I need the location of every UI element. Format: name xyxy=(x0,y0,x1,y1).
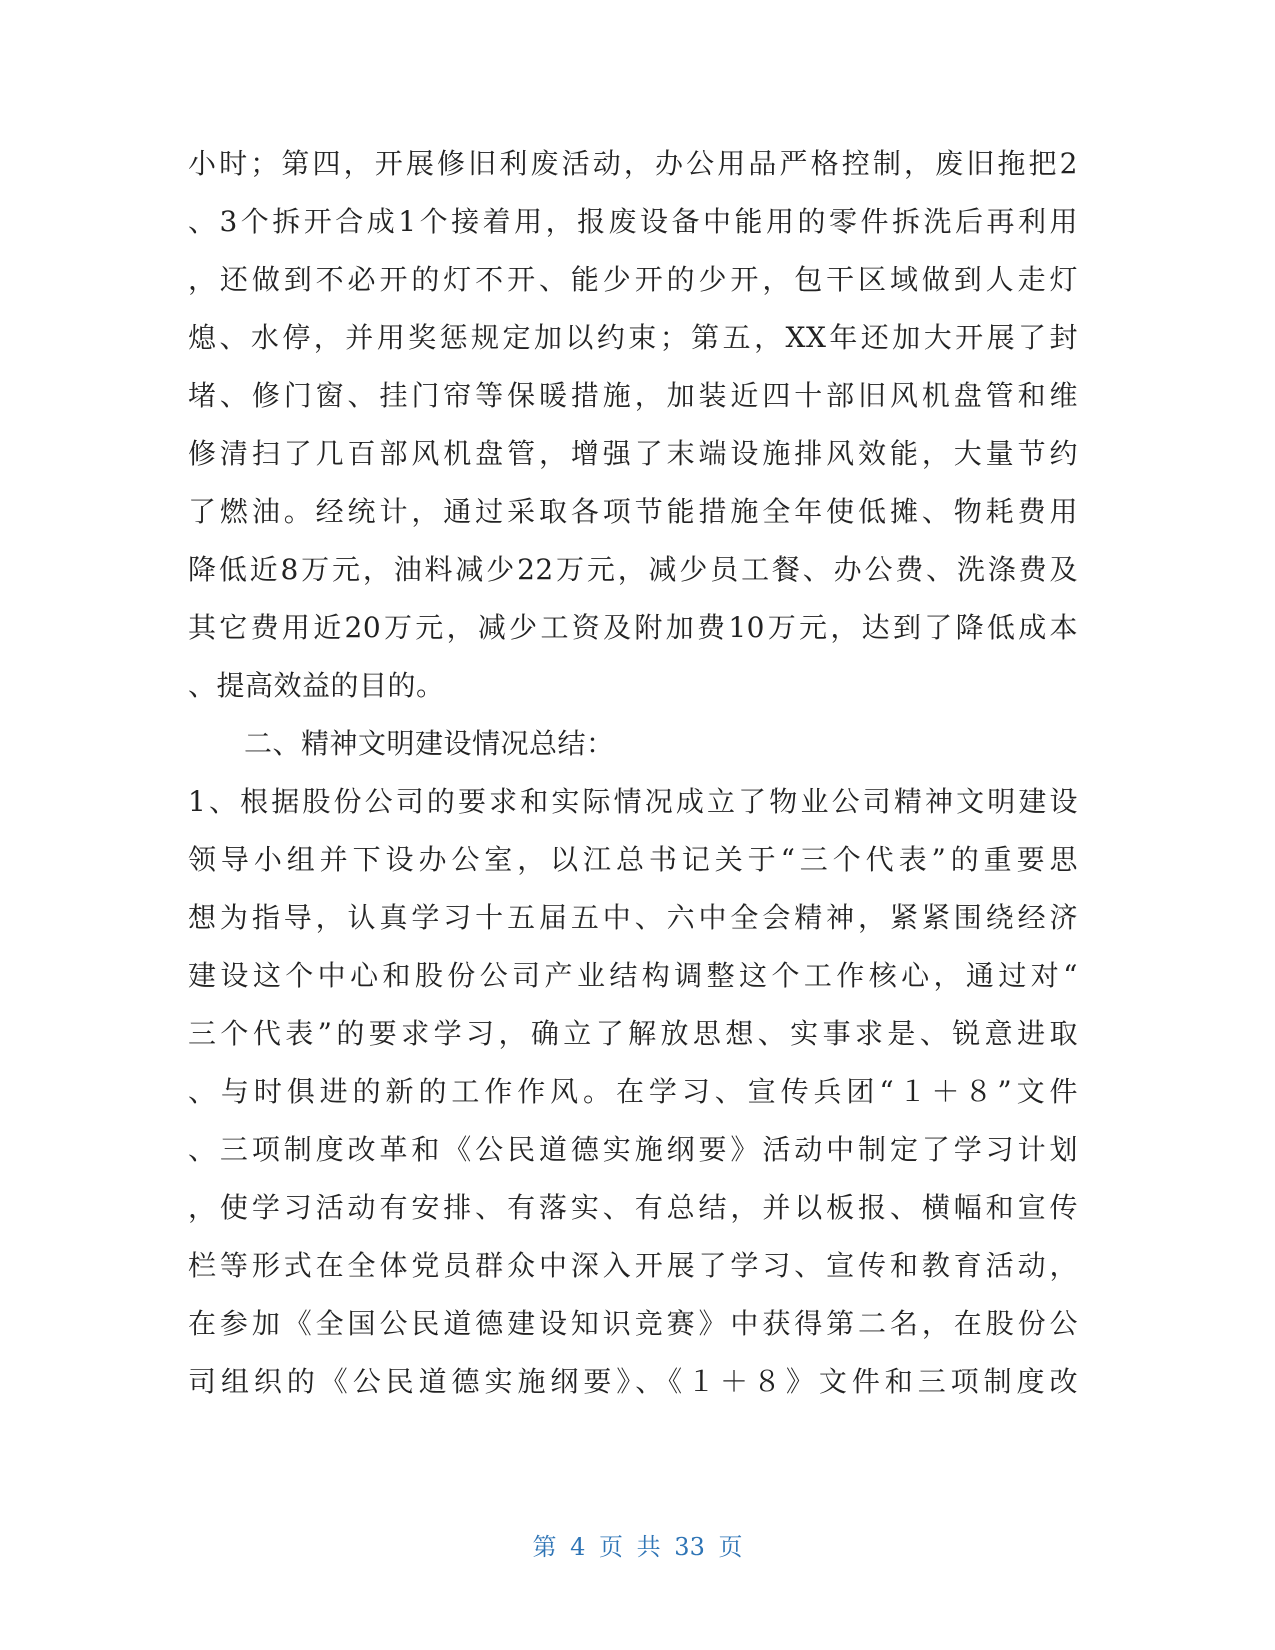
page-number-footer: 第 4 页 共 33 页 xyxy=(532,1533,743,1561)
paragraph2-line-3: 想为指导，认真学习十五届五中、六中全会精神，紧紧围绕经济 xyxy=(188,901,1078,934)
paragraph1-line-9: 其它费用近20万元，减少工资及附加费10万元，达到了降低成本 xyxy=(188,611,1078,644)
paragraph1-line-6: 修清扫了几百部风机盘管，增强了末端设施排风效能，大量节约 xyxy=(188,437,1078,470)
paragraph2-line-9: 栏等形式在全体党员群众中深入开展了学习、宣传和教育活动， xyxy=(188,1249,1078,1282)
paragraph1-line-10: 、提高效益的目的。 xyxy=(188,669,445,702)
paragraph1-line-3: ，还做到不必开的灯不开、能少开的少开，包干区域做到人走灯 xyxy=(188,263,1078,296)
paragraph2-line-1: 1、根据股份公司的要求和实际情况成立了物业公司精神文明建设 xyxy=(188,785,1078,818)
paragraph2-line-4: 建设这个中心和股份公司产业结构调整这个工作核心，通过对“ xyxy=(188,959,1078,992)
paragraph2-line-7: 、三项制度改革和《公民道德实施纲要》活动中制定了学习计划 xyxy=(188,1133,1078,1166)
section-heading: 二、精神文明建设情况总结： xyxy=(244,727,615,760)
paragraph2-line-10: 在参加《全国公民道德建设知识竞赛》中获得第二名，在股份公 xyxy=(188,1307,1078,1340)
paragraph2-line-8: ，使学习活动有安排、有落实、有总结，并以板报、横幅和宣传 xyxy=(188,1191,1078,1224)
paragraph1-line-1: 小时；第四，开展修旧利废活动，办公用品严格控制，废旧拖把2 xyxy=(188,147,1078,180)
paragraph1-line-2: 、3个拆开合成1个接着用，报废设备中能用的零件拆洗后再利用 xyxy=(188,205,1078,238)
paragraph2-line-5: 三个代表”的要求学习，确立了解放思想、实事求是、锐意进取 xyxy=(188,1017,1078,1050)
paragraph2-line-2: 领导小组并下设办公室，以江总书记关于“三个代表”的重要思 xyxy=(188,843,1078,876)
paragraph1-line-4: 熄、水停，并用奖惩规定加以约束；第五，XX年还加大开展了封 xyxy=(188,321,1078,354)
paragraph1-line-8: 降低近8万元，油料减少22万元，减少员工餐、办公费、洗涤费及 xyxy=(188,553,1078,586)
paragraph2-line-11: 司组织的《公民道德实施纲要》、《１＋８》文件和三项制度改 xyxy=(188,1365,1078,1398)
paragraph1-line-7: 了燃油。经统计，通过采取各项节能措施全年使低摊、物耗费用 xyxy=(188,495,1078,528)
paragraph2-line-6: 、与时俱进的新的工作作风。在学习、宣传兵团“１＋８”文件 xyxy=(188,1075,1078,1108)
paragraph1-line-5: 堵、修门窗、挂门帘等保暖措施，加装近四十部旧风机盘管和维 xyxy=(188,379,1078,412)
